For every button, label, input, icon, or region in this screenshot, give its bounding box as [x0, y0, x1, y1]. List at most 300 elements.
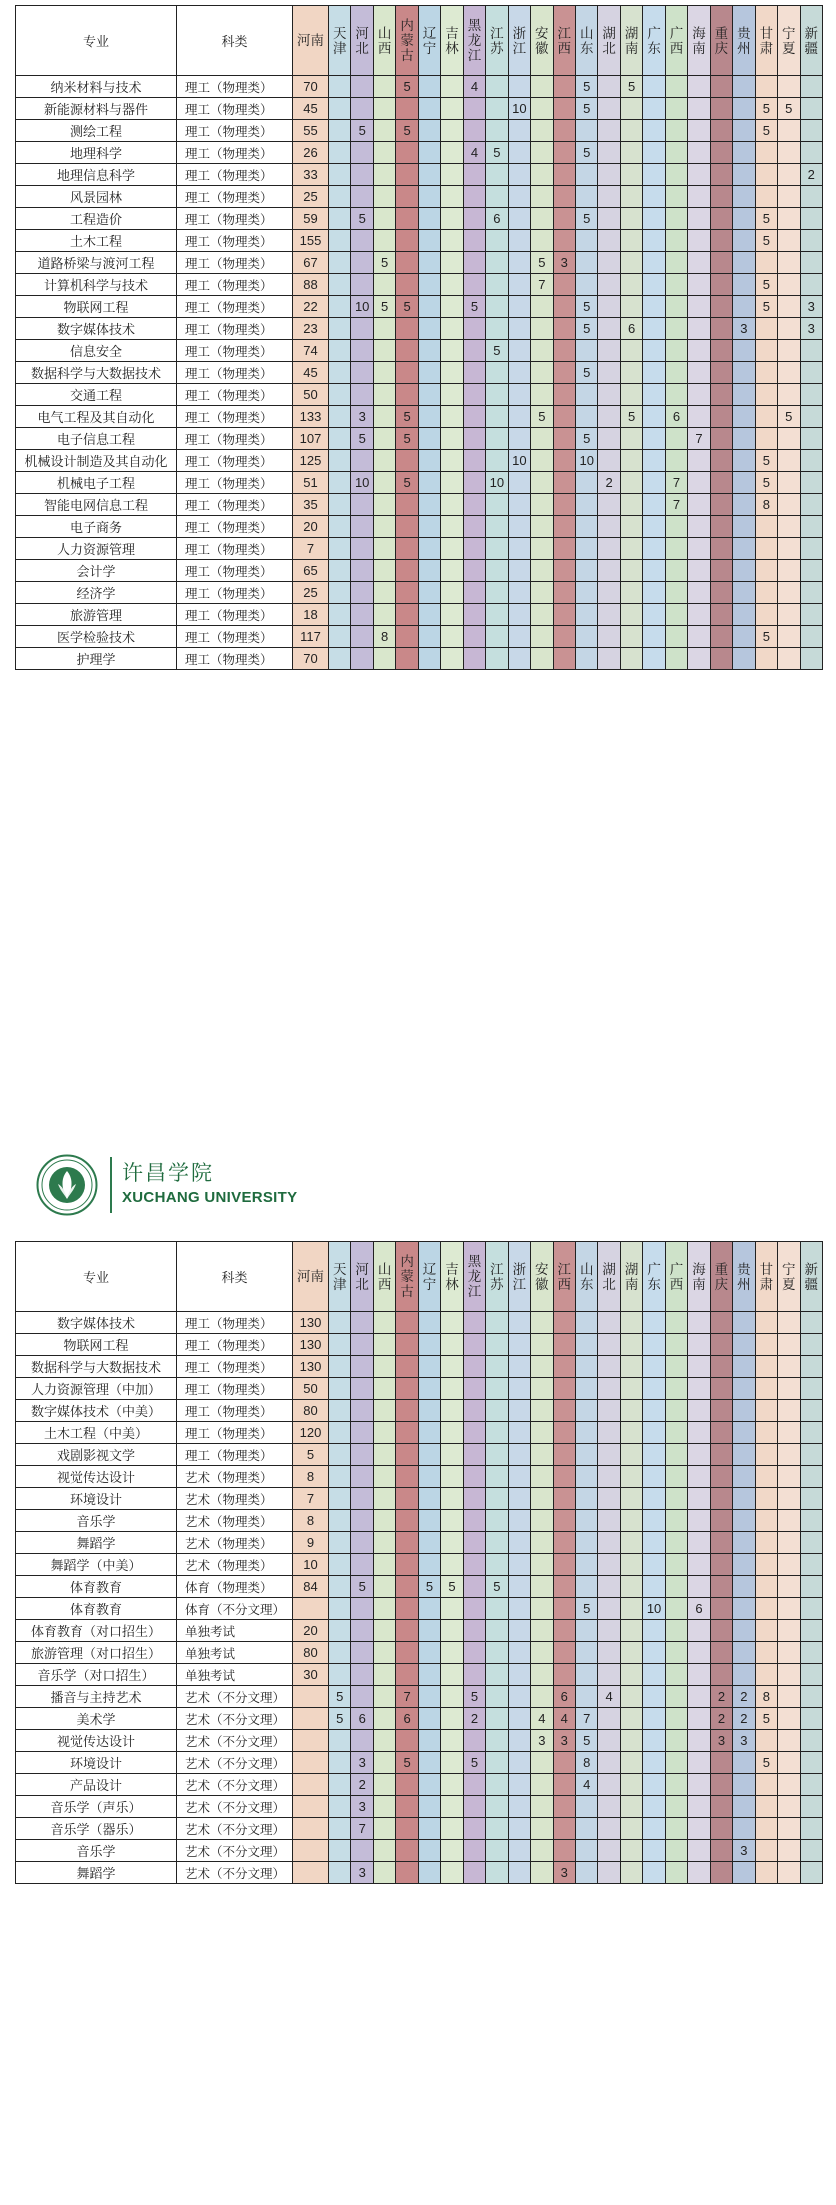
quota-cell [778, 1444, 800, 1466]
quota-cell [620, 362, 642, 384]
quota-cell [441, 1620, 463, 1642]
quota-cell: 5 [486, 1576, 508, 1598]
quota-cell [598, 626, 620, 648]
quota-cell [643, 406, 665, 428]
major-cell: 信息安全 [16, 340, 177, 362]
quota-cell [778, 1664, 800, 1686]
quota-cell [553, 494, 575, 516]
quota-cell [418, 560, 440, 582]
quota-cell [710, 1840, 732, 1862]
major-cell: 机械电子工程 [16, 472, 177, 494]
quota-cell [598, 1422, 620, 1444]
major-cell: 土木工程（中美） [16, 1422, 177, 1444]
quota-cell [351, 1510, 373, 1532]
quota-cell [441, 1686, 463, 1708]
major-cell: 风景园林 [16, 186, 177, 208]
header-row [16, 6, 823, 76]
category-cell: 艺术（物理类） [177, 1554, 293, 1576]
quota-cell [733, 98, 755, 120]
quota-cell [643, 1664, 665, 1686]
quota-cell [463, 516, 485, 538]
quota-cell [598, 560, 620, 582]
quota-cell: 5 [463, 296, 485, 318]
quota-cell [800, 1488, 822, 1510]
quota-cell [418, 516, 440, 538]
quota-cell [531, 582, 553, 604]
table-row [16, 164, 823, 186]
quota-cell [800, 1356, 822, 1378]
quota-cell [688, 1488, 710, 1510]
quota-cell [486, 1554, 508, 1576]
quota-cell [665, 1752, 687, 1774]
quota-cell [710, 472, 732, 494]
quota-cell [418, 1532, 440, 1554]
quota-cell [329, 1400, 351, 1422]
quota-cell [396, 208, 418, 230]
quota-cell [710, 230, 732, 252]
table-row [16, 406, 823, 428]
quota-cell [351, 318, 373, 340]
quota-cell [329, 142, 351, 164]
quota-cell [553, 516, 575, 538]
quota-cell: 10 [351, 472, 373, 494]
category-cell: 理工（物理类） [177, 340, 293, 362]
quota-cell: 5 [441, 1576, 463, 1598]
quota-cell [351, 1642, 373, 1664]
quota-cell [665, 186, 687, 208]
quota-cell [688, 252, 710, 274]
quota-cell [486, 274, 508, 296]
quota-cell [620, 1620, 642, 1642]
quota-cell [688, 582, 710, 604]
quota-cell [418, 296, 440, 318]
quota-cell [755, 252, 777, 274]
quota-cell: 35 [293, 494, 329, 516]
quota-cell [486, 1466, 508, 1488]
quota-cell [778, 1708, 800, 1730]
quota-cell [441, 1312, 463, 1334]
major-cell: 音乐学（器乐） [16, 1818, 177, 1840]
quota-cell [710, 582, 732, 604]
quota-cell [710, 76, 732, 98]
quota-cell [508, 1840, 530, 1862]
quota-cell [598, 1796, 620, 1818]
quota-cell [329, 516, 351, 538]
quota-cell [441, 164, 463, 186]
quota-cell [373, 1796, 395, 1818]
table-row [16, 1774, 823, 1796]
quota-cell [373, 1466, 395, 1488]
quota-cell [531, 538, 553, 560]
quota-cell [329, 1488, 351, 1510]
quota-cell [553, 362, 575, 384]
table-row [16, 450, 823, 472]
quota-cell [800, 1312, 822, 1334]
quota-cell [598, 142, 620, 164]
quota-cell [396, 1510, 418, 1532]
quota-cell [598, 406, 620, 428]
quota-cell [755, 538, 777, 560]
quota-cell [531, 1466, 553, 1488]
header-province-12: 山东 [575, 6, 597, 76]
quota-cell [531, 1664, 553, 1686]
quota-cell [688, 1620, 710, 1642]
quota-cell [441, 76, 463, 98]
quota-cell [598, 538, 620, 560]
quota-cell [643, 1752, 665, 1774]
quota-cell [598, 1642, 620, 1664]
quota-cell [778, 120, 800, 142]
quota-cell [329, 472, 351, 494]
quota-cell [531, 208, 553, 230]
quota-cell [688, 450, 710, 472]
quota-cell [620, 274, 642, 296]
quota-cell: 10 [643, 1598, 665, 1620]
quota-cell [688, 1840, 710, 1862]
quota-cell [373, 604, 395, 626]
quota-cell [531, 1862, 553, 1884]
quota-cell [293, 1840, 329, 1862]
quota-cell [486, 428, 508, 450]
quota-cell: 130 [293, 1356, 329, 1378]
quota-cell [643, 1444, 665, 1466]
quota-cell [598, 120, 620, 142]
quota-cell [665, 76, 687, 98]
quota-cell [688, 1312, 710, 1334]
quota-cell [800, 208, 822, 230]
quota-cell [755, 1818, 777, 1840]
quota-cell [598, 1840, 620, 1862]
quota-cell [800, 186, 822, 208]
quota-cell [598, 318, 620, 340]
quota-cell: 51 [293, 472, 329, 494]
category-cell: 理工（物理类） [177, 274, 293, 296]
quota-cell [351, 1532, 373, 1554]
table-row [16, 318, 823, 340]
quota-cell [643, 384, 665, 406]
quota-cell [463, 1488, 485, 1510]
quota-cell [755, 1312, 777, 1334]
category-cell: 理工（物理类） [177, 76, 293, 98]
quota-cell [553, 1620, 575, 1642]
quota-cell [418, 494, 440, 516]
quota-cell [665, 318, 687, 340]
quota-cell [778, 1642, 800, 1664]
quota-cell [351, 274, 373, 296]
quota-cell [463, 1422, 485, 1444]
quota-cell [329, 230, 351, 252]
header-province-2: 河北 [351, 6, 373, 76]
quota-cell [710, 450, 732, 472]
quota-cell [620, 340, 642, 362]
quota-cell [710, 1422, 732, 1444]
quota-cell [733, 1422, 755, 1444]
quota-cell [486, 560, 508, 582]
quota-cell [755, 1576, 777, 1598]
quota-cell [508, 252, 530, 274]
category-cell: 理工（物理类） [177, 560, 293, 582]
major-cell: 旅游管理（对口招生） [16, 1642, 177, 1664]
quota-cell [575, 1796, 597, 1818]
quota-cell [778, 1774, 800, 1796]
category-cell: 理工（物理类） [177, 1378, 293, 1400]
quota-cell [778, 1356, 800, 1378]
quota-cell [800, 362, 822, 384]
quota-cell [800, 450, 822, 472]
quota-cell [643, 1840, 665, 1862]
quota-cell [778, 362, 800, 384]
quota-cell [575, 516, 597, 538]
quota-cell [329, 1664, 351, 1686]
quota-cell: 10 [575, 450, 597, 472]
quota-cell [351, 538, 373, 560]
quota-cell: 74 [293, 340, 329, 362]
quota-cell [441, 1444, 463, 1466]
quota-cell: 8 [575, 1752, 597, 1774]
header-province-5: 辽宁 [418, 1242, 440, 1312]
quota-cell [351, 1356, 373, 1378]
quota-cell [396, 142, 418, 164]
quota-cell [575, 164, 597, 186]
quota-cell [418, 1840, 440, 1862]
quota-cell [620, 1312, 642, 1334]
quota-cell [778, 450, 800, 472]
quota-cell [373, 1356, 395, 1378]
quota-cell [329, 1796, 351, 1818]
quota-cell [778, 516, 800, 538]
quota-cell: 7 [575, 1708, 597, 1730]
quota-cell [598, 450, 620, 472]
quota-cell: 5 [575, 142, 597, 164]
quota-cell [575, 1444, 597, 1466]
quota-cell [688, 1334, 710, 1356]
quota-cell [755, 1554, 777, 1576]
quota-cell [531, 472, 553, 494]
quota-cell [486, 1818, 508, 1840]
quota-cell [620, 1708, 642, 1730]
quota-cell [665, 1774, 687, 1796]
quota-cell [800, 1664, 822, 1686]
quota-cell: 5 [575, 318, 597, 340]
quota-cell [351, 1598, 373, 1620]
quota-cell [710, 1576, 732, 1598]
quota-cell [733, 560, 755, 582]
quota-cell [418, 472, 440, 494]
quota-cell [800, 142, 822, 164]
quota-cell [396, 1400, 418, 1422]
quota-cell [373, 362, 395, 384]
quota-cell [778, 626, 800, 648]
university-name-cn: 许昌学院 [122, 1162, 214, 1185]
quota-cell [329, 648, 351, 670]
quota-cell [755, 1356, 777, 1378]
quota-cell [620, 1334, 642, 1356]
quota-cell [351, 626, 373, 648]
quota-cell [531, 230, 553, 252]
quota-cell [329, 1576, 351, 1598]
quota-cell: 8 [755, 494, 777, 516]
quota-cell [418, 604, 440, 626]
quota-cell [688, 1752, 710, 1774]
quota-cell [329, 252, 351, 274]
quota-cell: 5 [755, 1708, 777, 1730]
quota-cell [463, 538, 485, 560]
quota-cell: 5 [396, 406, 418, 428]
quota-cell [643, 1620, 665, 1642]
quota-cell [688, 560, 710, 582]
quota-cell: 26 [293, 142, 329, 164]
quota-cell [418, 1554, 440, 1576]
quota-cell [575, 648, 597, 670]
quota-cell [778, 318, 800, 340]
quota-cell [553, 274, 575, 296]
quota-cell [463, 472, 485, 494]
quota-cell [486, 1664, 508, 1686]
quota-cell [486, 252, 508, 274]
quota-cell [733, 1752, 755, 1774]
quota-cell: 3 [710, 1730, 732, 1752]
quota-cell [351, 1466, 373, 1488]
table-row [16, 274, 823, 296]
category-cell: 理工（物理类） [177, 1312, 293, 1334]
quota-cell [486, 1422, 508, 1444]
header-province-8: 江苏 [486, 6, 508, 76]
quota-cell [396, 582, 418, 604]
quota-cell: 6 [351, 1708, 373, 1730]
quota-cell [531, 1378, 553, 1400]
quota-cell: 5 [373, 252, 395, 274]
quota-cell [486, 1774, 508, 1796]
quota-cell: 5 [373, 296, 395, 318]
quota-cell [463, 230, 485, 252]
quota-cell [396, 1730, 418, 1752]
quota-cell [575, 1620, 597, 1642]
quota-cell [418, 1774, 440, 1796]
quota-cell [778, 1532, 800, 1554]
quota-cell [710, 208, 732, 230]
quota-cell [688, 1378, 710, 1400]
quota-cell [575, 1862, 597, 1884]
quota-cell [710, 1510, 732, 1532]
quota-cell [733, 1356, 755, 1378]
quota-cell [373, 1554, 395, 1576]
table-row [16, 1356, 823, 1378]
quota-cell [396, 1378, 418, 1400]
quota-cell [665, 604, 687, 626]
table-row [16, 560, 823, 582]
quota-cell [463, 252, 485, 274]
quota-cell: 125 [293, 450, 329, 472]
quota-cell [778, 208, 800, 230]
quota-cell [620, 1730, 642, 1752]
quota-cell [351, 1444, 373, 1466]
header-province-7: 黑龙江 [463, 1242, 485, 1312]
quota-cell [643, 1686, 665, 1708]
quota-cell [293, 1862, 329, 1884]
quota-cell [755, 362, 777, 384]
quota-cell [508, 384, 530, 406]
quota-cell [688, 1664, 710, 1686]
table-row [16, 1620, 823, 1642]
quota-cell [598, 296, 620, 318]
quota-cell [688, 604, 710, 626]
quota-cell [486, 626, 508, 648]
major-cell: 旅游管理 [16, 604, 177, 626]
quota-cell [531, 560, 553, 582]
category-cell: 单独考试 [177, 1642, 293, 1664]
quota-cell [486, 1598, 508, 1620]
major-cell: 舞蹈学 [16, 1862, 177, 1884]
quota-cell [531, 1532, 553, 1554]
quota-cell [418, 252, 440, 274]
quota-cell [665, 1334, 687, 1356]
quota-cell [643, 560, 665, 582]
quota-cell [396, 1422, 418, 1444]
quota-cell [575, 1488, 597, 1510]
table-row [16, 1686, 823, 1708]
quota-cell [553, 1796, 575, 1818]
quota-cell [778, 538, 800, 560]
quota-cell [508, 1444, 530, 1466]
quota-cell [396, 186, 418, 208]
quota-cell [463, 450, 485, 472]
quota-cell [418, 1686, 440, 1708]
quota-cell [643, 142, 665, 164]
quota-cell: 7 [665, 472, 687, 494]
quota-cell [778, 472, 800, 494]
quota-cell [373, 1598, 395, 1620]
quota-cell [688, 516, 710, 538]
quota-cell [351, 1378, 373, 1400]
quota-cell [463, 318, 485, 340]
quota-cell [620, 1356, 642, 1378]
quota-cell [463, 1796, 485, 1818]
quota-cell [486, 1400, 508, 1422]
quota-cell: 5 [575, 1730, 597, 1752]
quota-cell [800, 120, 822, 142]
quota-cell [755, 318, 777, 340]
quota-cell [800, 582, 822, 604]
quota-cell [553, 384, 575, 406]
quota-cell [396, 1774, 418, 1796]
quota-cell: 3 [800, 318, 822, 340]
quota-cell [373, 1642, 395, 1664]
major-cell: 音乐学（声乐） [16, 1796, 177, 1818]
quota-cell [800, 1818, 822, 1840]
quota-cell [418, 318, 440, 340]
quota-cell [396, 230, 418, 252]
quota-cell [710, 1444, 732, 1466]
quota-cell [351, 76, 373, 98]
quota-cell [643, 1422, 665, 1444]
quota-cell [531, 1752, 553, 1774]
quota-cell: 88 [293, 274, 329, 296]
quota-cell [733, 1818, 755, 1840]
major-cell: 地理科学 [16, 142, 177, 164]
quota-cell [396, 450, 418, 472]
quota-cell [778, 1510, 800, 1532]
quota-cell [463, 274, 485, 296]
quota-cell [418, 1400, 440, 1422]
quota-cell [755, 384, 777, 406]
quota-cell [800, 494, 822, 516]
quota-cell [575, 1400, 597, 1422]
quota-cell [441, 1510, 463, 1532]
quota-cell [733, 1378, 755, 1400]
quota-cell [733, 1488, 755, 1510]
quota-cell [293, 1752, 329, 1774]
quota-cell: 10 [486, 472, 508, 494]
